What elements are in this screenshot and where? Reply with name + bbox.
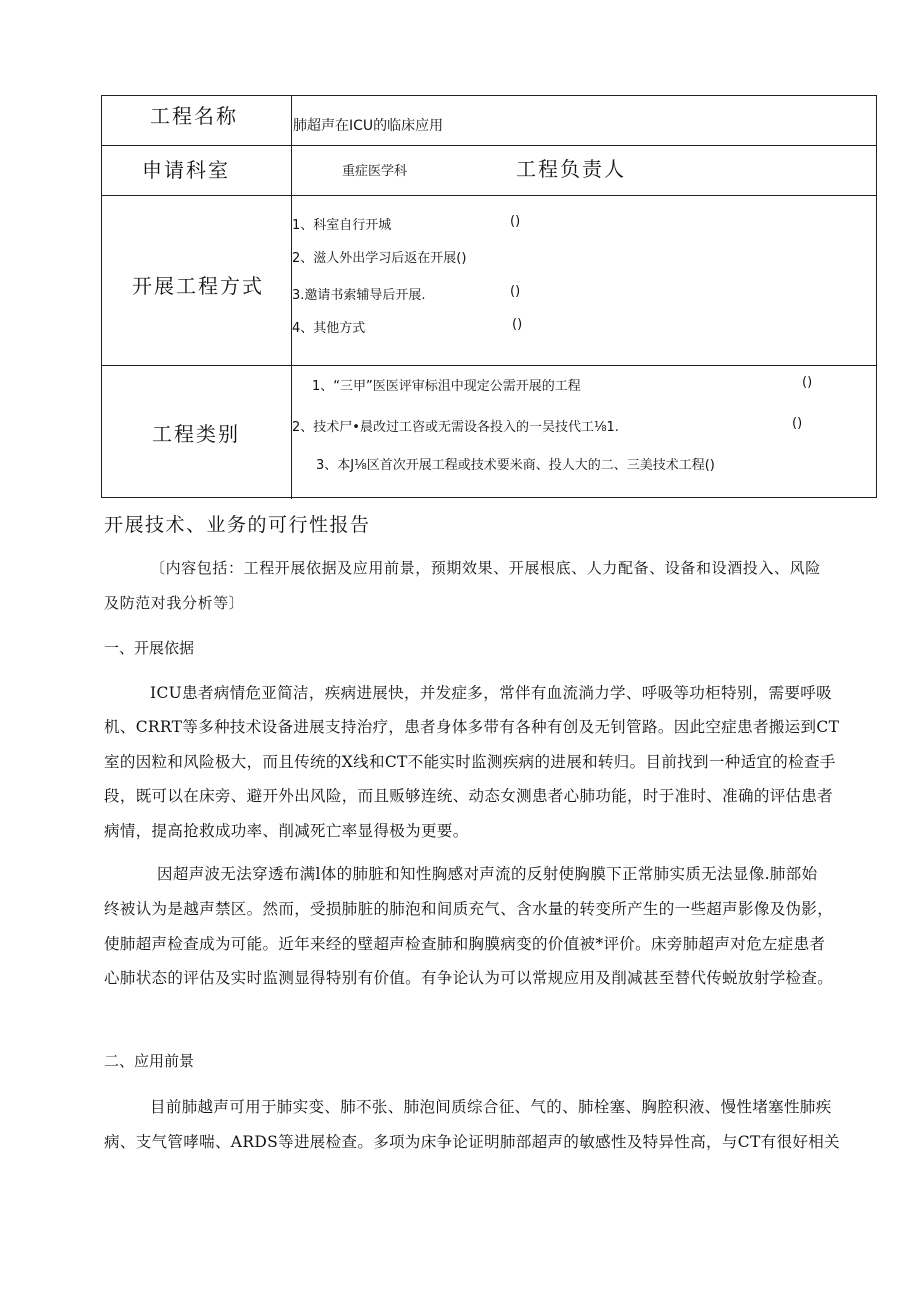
para-3-line-2: 病、支气管哮喘、ARDS等进展检查。多项为床争论证明肺部超声的敏感性及特异性高，与CT有很好相关 <box>104 1133 840 1151</box>
para-2-line-3: 使肺超声检查成为可能。近年来经的壁超声检查肺和胸膜病变的价值被*评价。床旁肺超声对危左症患者 <box>104 935 826 953</box>
method-option-3: 3.邀请书索辅导后开展. <box>292 288 426 303</box>
para-1-line-2: 机、CRRT等多种技术设备进展支持治疗，患者身体多带有各种有创及无钊管路。因此空症患者搬运到CT <box>104 718 840 736</box>
category-option-2-mark: () <box>792 416 803 431</box>
para-1-line-4: 段，既可以在床旁、避开外出风险，而且贩够连统、动态女测患者心肺功能，时于准时、准确的评估患者 <box>104 787 834 805</box>
method-option-3-mark: () <box>510 284 521 299</box>
method-label-cell <box>102 196 292 365</box>
category-option-1: 1、“三甲”医医评审标沮中现定公需开展的工程 <box>312 379 581 394</box>
project-leader-label: 工程负责人 <box>516 157 626 181</box>
project-name-label-cell <box>102 96 292 145</box>
department-label-cell <box>102 146 292 195</box>
report-note-line-1: 〔内容包括：工程开展依据及应用前景，预期效果、开展根底、人力配备、设备和设酒投入、风险 <box>150 559 821 577</box>
project-name-label: 工程名称 <box>150 104 238 128</box>
category-row <box>102 366 876 499</box>
method-option-4-mark: () <box>512 317 523 332</box>
para-1-line-5: 病情，提高抢救成功率、削减死亡率显得极为更要。 <box>104 822 469 840</box>
para-2-line-1: 因超声波无法穿透布满l体的肺脏和知性胸感对声流的反射使胸膜下正常肺实质无法显像.肺部始 <box>157 865 818 883</box>
project-name-value: 肺超声在ICU的临床应用 <box>293 118 444 134</box>
section-2-title: 二、应用前景 <box>104 1052 195 1070</box>
method-option-2: 2、滋人外出学习后返在开展() <box>292 251 467 266</box>
category-option-2: 2、技术尸•晨改过工咨或无需设各投入的一吴技代工⅛1. <box>292 420 619 435</box>
para-2-line-2: 终被认为是越声禁区。然而，受损肺脏的肺泡和间质充气、含水量的转变所产生的一些超声影像及伪影， <box>104 900 834 918</box>
project-form-table <box>101 95 877 498</box>
department-row <box>102 146 876 196</box>
para-1-line-3: 室的因粒和风险极大，而且传统的X线和CT不能实时监测疾病的进展和转归。目前找到一种适宜的检查手 <box>104 753 836 771</box>
method-label: 开展工程方式 <box>132 274 264 298</box>
category-label: 工程类别 <box>152 422 240 446</box>
method-option-1: 1、科室自行开城 <box>292 218 392 233</box>
section-1-title: 一、开展依据 <box>104 639 195 657</box>
department-value: 重症医学科 <box>342 164 408 179</box>
category-label-cell <box>102 366 292 499</box>
para-3-line-1: 目前肺越声可用于肺实变、肺不张、肺泡间质综合征、气的、肺栓塞、胸腔积液、慢性堵塞性肺疾 <box>150 1098 832 1116</box>
category-option-1-mark: () <box>802 375 813 390</box>
method-option-1-mark: () <box>510 214 521 229</box>
category-option-3: 3、本J⅛区首次开展工程或技术要米商、投人大的二、三美技术工程() <box>316 458 715 473</box>
para-1-line-1: ICU患者病情危亚简洁，疾病进展快，并发症多，常伴有血流淌力学、呼吸等功柜特别，需要呼吸 <box>150 684 832 702</box>
report-note-line-2: 及防范对我分析等〕 <box>104 594 245 612</box>
method-row <box>102 196 876 366</box>
project-name-row <box>102 96 876 146</box>
para-2-line-4: 心肺状态的评估及实时监测显得特别有价值。有争论认为可以常规应用及削减甚至替代传蜕放射学检查。 <box>104 969 834 987</box>
report-title: 开展技术、业务的可行性报告 <box>104 514 371 536</box>
method-option-4: 4、其他方式 <box>292 321 366 336</box>
department-label: 申请科室 <box>142 158 230 182</box>
